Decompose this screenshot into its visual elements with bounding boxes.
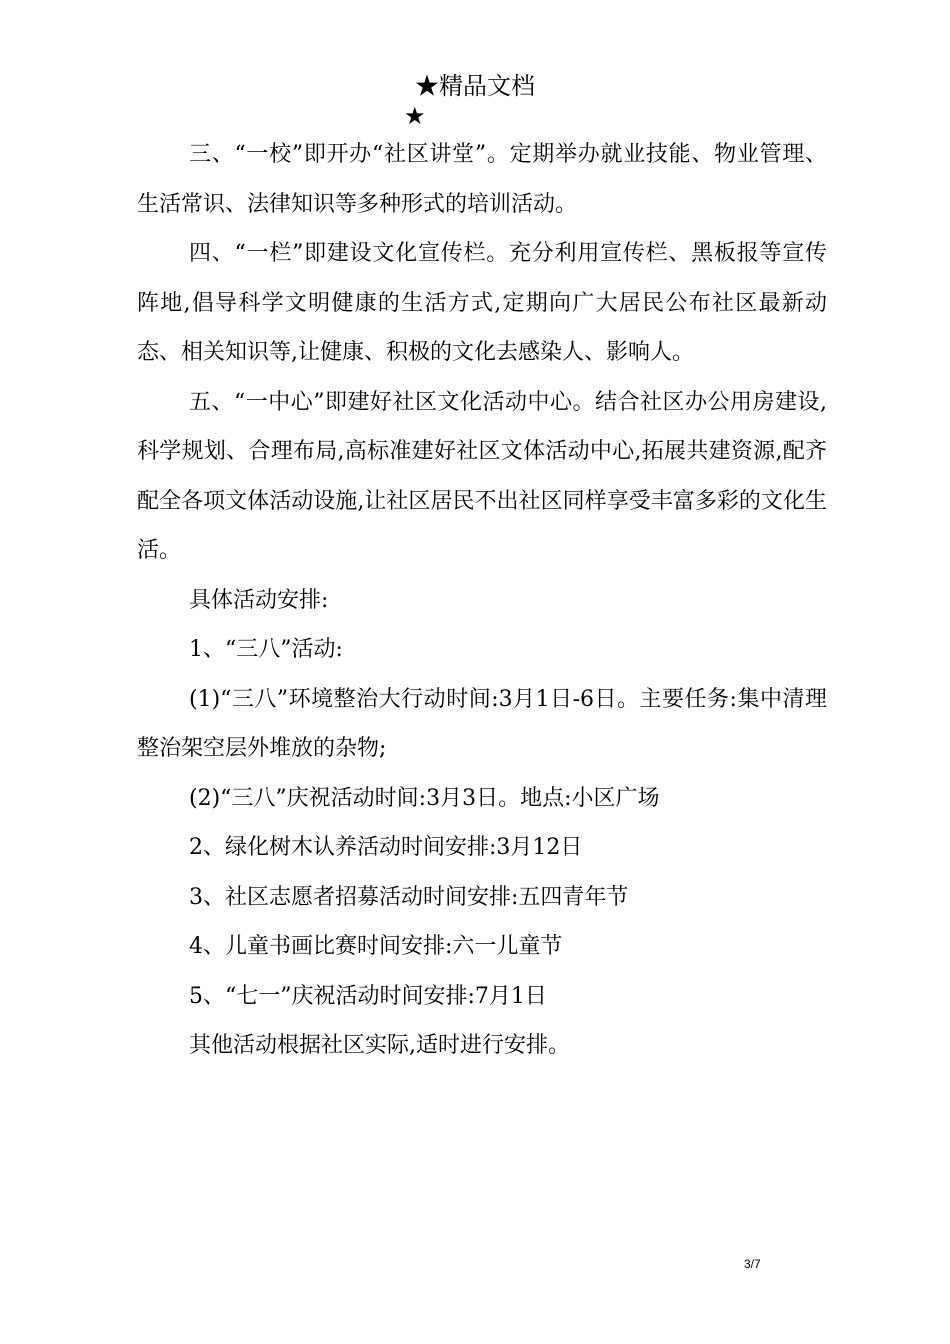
list-item-children-art: 4、儿童书画比赛时间安排:六一儿童节 (189, 934, 563, 959)
paragraph-school: 三、“一校”即开办“社区讲堂”。定期举办就业技能、物业管理、生活常识、法律知识等多种形式的培训活动。 (137, 142, 827, 217)
list-item-tree-adoption: 2、绿化树木认养活动时间安排:3月12日 (189, 835, 583, 860)
document-body (137, 130, 827, 1071)
header-title: ★精品文档 (415, 72, 535, 100)
paragraph-closing: 其他活动根据社区实际,适时进行安排。 (189, 1033, 570, 1058)
paragraph-schedule-heading: 具体活动安排: (189, 587, 329, 613)
list-subitem-celebration: (2)“三八”庆祝活动时间:3月3日。地点:小区广场 (189, 785, 660, 811)
list-item-july1: 5、“七一”庆祝活动时间安排:7月1日 (189, 983, 547, 1009)
paragraph-center: 五、“一中心”即建好社区文化活动中心。结合社区办公用房建设,科学规划、合理布局,高标准建好社区文体活动中心,拓展共建资源,配齐配全各项文体活动设施,让社区居民不出社区同样享受丰富多彩的文化生活。 (137, 389, 827, 563)
paragraph-bulletin: 四、“一栏”即建设文化宣传栏。充分利用宣传栏、黑板报等宣传阵地,倡导科学文明健康的生活方式,定期向广大居民公布社区最新动态、相关知识等,让健康、积极的文化去感染人、影响人。 (137, 241, 827, 365)
list-subitem-cleanup: (1)“三八”环境整治大行动时间:3月1日-6日。主要任务:集中清理整治架空层外堆放的杂物; (137, 686, 827, 761)
page-number: 3/7 (744, 1257, 761, 1271)
list-item-march8: 1、“三八”活动: (189, 637, 343, 662)
header-star-icon: ★ (404, 102, 426, 130)
list-item-volunteer: 3、社区志愿者招募活动时间安排:五四青年节 (189, 884, 629, 910)
